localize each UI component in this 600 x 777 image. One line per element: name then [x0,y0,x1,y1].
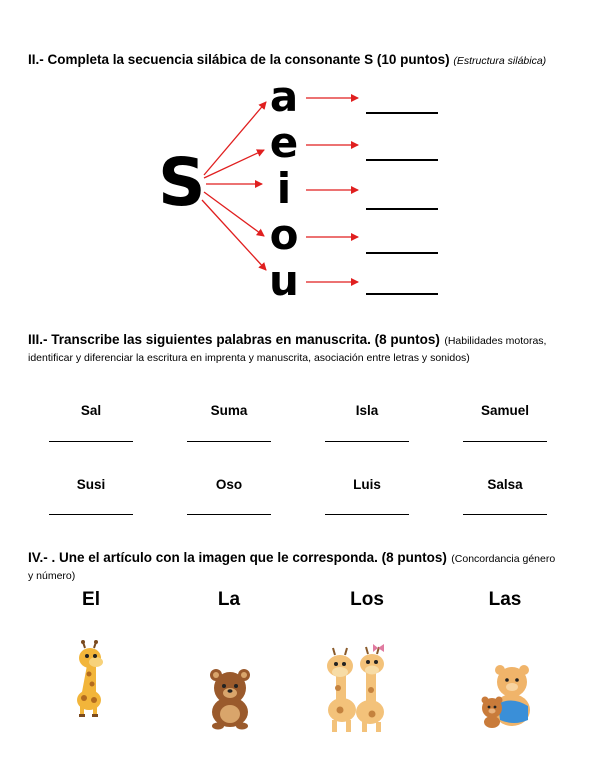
section-3-note-2: identificar y diferenciar la escritura en imprenta y manuscrita, asociación entre letras y sonidos) [28,352,470,364]
vowel-i: i [276,164,292,213]
vowel-o: o [269,210,299,259]
word-suma: Suma [210,403,248,418]
word-sal: Sal [80,403,102,418]
write-line-luis[interactable] [325,514,409,515]
write-line-oso[interactable] [187,514,271,515]
write-line-susi[interactable] [49,514,133,515]
article-el[interactable]: El [82,589,100,610]
answer-line-o[interactable] [366,252,438,254]
section-4-heading [28,550,578,584]
write-line-salsa[interactable] [463,514,547,515]
article-la[interactable]: La [217,589,241,610]
section-4-note-2: y número) [28,570,76,582]
word-luis: Luis [353,477,381,492]
write-line-samuel[interactable] [463,441,547,442]
answer-line-e[interactable] [366,159,438,161]
section-2-title: II.- Completa la secuencia silábica de la consonante S (10 puntos) [28,52,450,67]
word-samuel: Samuel [480,403,530,418]
article-las[interactable]: Las [488,589,522,610]
consonant-s: S [158,144,206,221]
word-salsa: Salsa [487,477,523,492]
arrow-s-to-o [204,192,264,236]
answer-line-u[interactable] [366,293,438,295]
section-4-title: IV.- . Une el artículo con la imagen que le corresponda. (8 puntos) [28,550,447,565]
section-3-title: III.- Transcribe las siguientes palabras en manuscrita. (8 puntos) [28,332,440,347]
word-oso: Oso [215,477,243,492]
write-line-sal[interactable] [49,441,133,442]
section-4-note-1: (Concordancia género [451,553,556,565]
article-los[interactable]: Los [350,589,384,610]
giraffe-icon[interactable] [60,640,120,720]
section-2-note: (Estructura silábica) [453,55,547,67]
answer-line-a[interactable] [366,112,438,114]
syllable-arrows [0,0,600,320]
word-isla: Isla [355,403,379,418]
bear-icon[interactable] [200,666,260,730]
arrow-s-to-u [202,200,266,270]
write-line-suma[interactable] [187,441,271,442]
answer-line-i[interactable] [366,208,438,210]
vowel-a: a [269,72,299,121]
word-susi: Susi [76,477,106,492]
bears-icon[interactable] [474,660,538,730]
vowel-e: e [269,118,299,167]
section-3-note-1: (Habilidades motoras, [444,335,547,347]
section-3-heading [28,332,578,366]
write-line-isla[interactable] [325,441,409,442]
vowel-u: u [269,256,299,305]
giraffes-icon[interactable] [316,640,396,734]
